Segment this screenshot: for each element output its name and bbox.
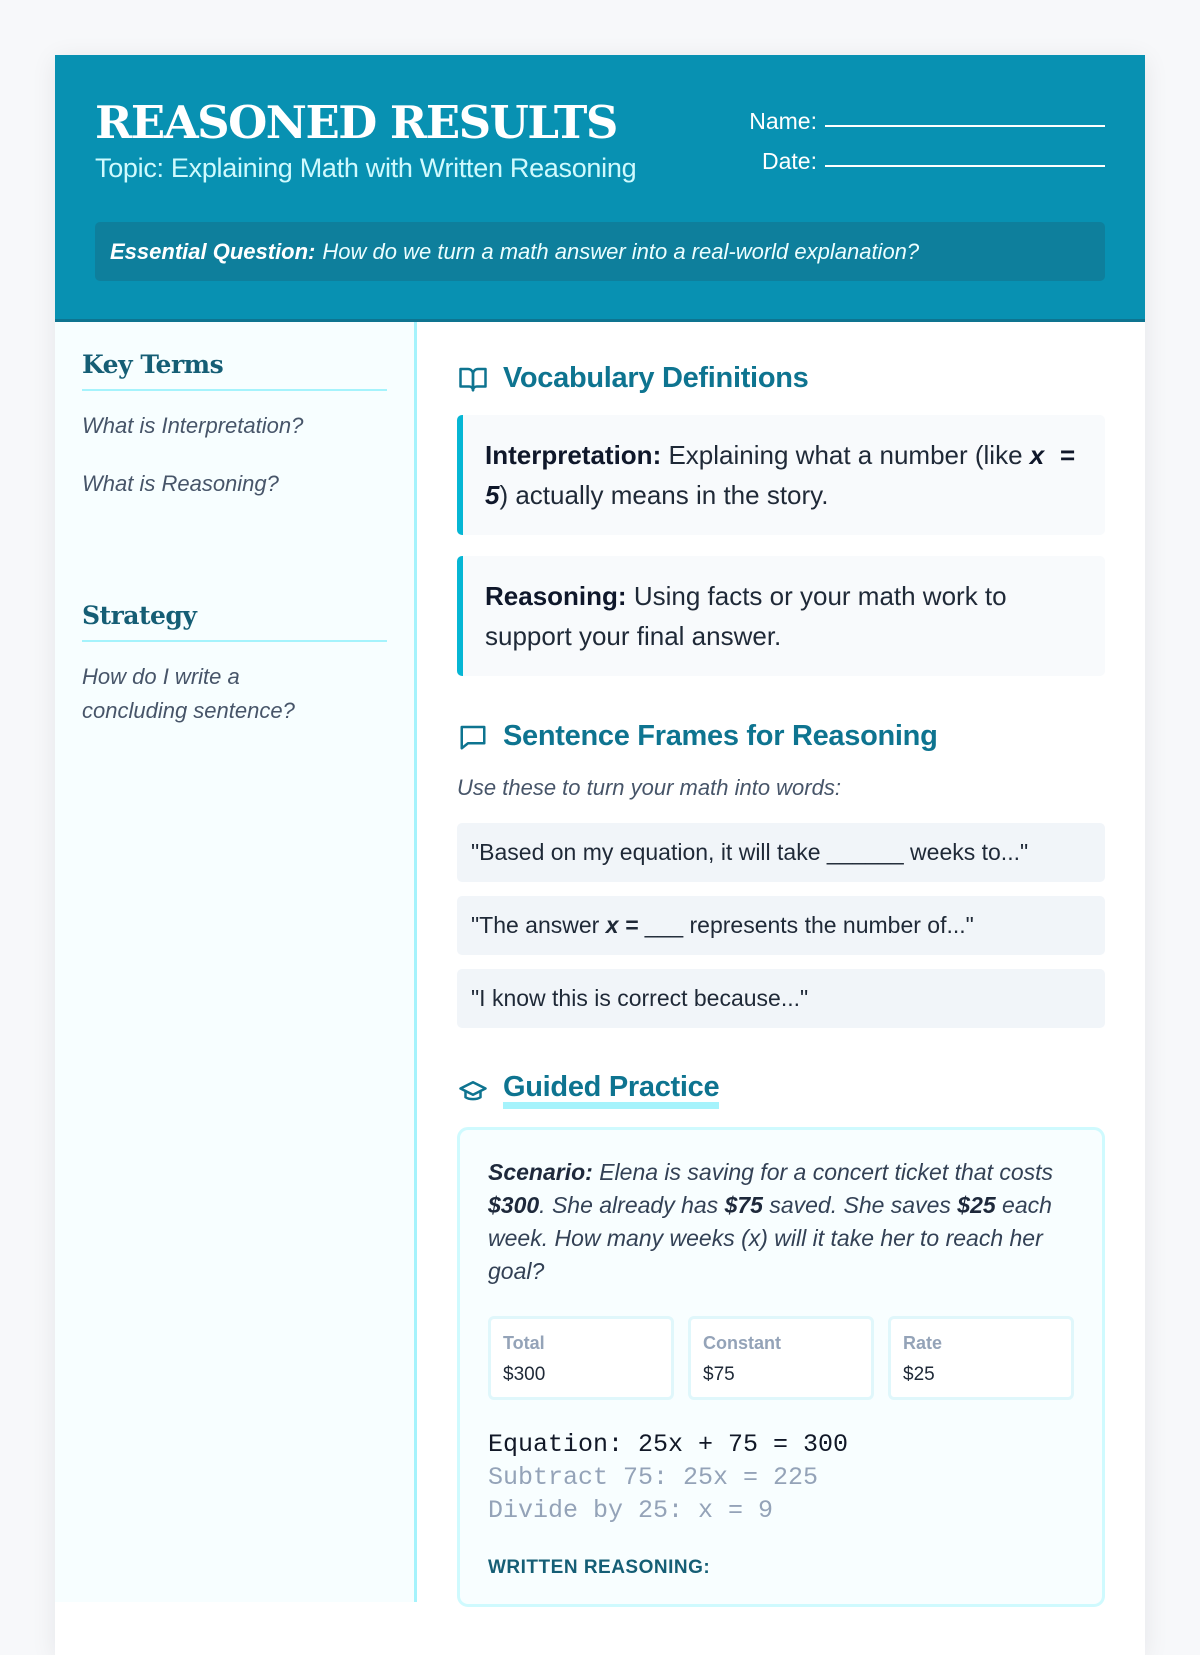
section-title: Guided Practice <box>503 1072 719 1109</box>
frames-hint: Use these to turn your math into words: <box>457 775 841 800</box>
scenario-value: $75 <box>724 1192 763 1218</box>
essential-question-text: How do we turn a math answer into a real-world explanation? <box>322 238 920 264</box>
guided-practice-card <box>457 1127 1105 1607</box>
sidebar-heading-key-terms: Key Terms <box>82 350 387 391</box>
equation-line: Equation: 25x + 75 = 300 <box>488 1430 849 1459</box>
section-heading-vocabulary <box>457 362 1105 395</box>
definition-card-reasoning <box>457 556 1105 676</box>
definition-term: Interpretation: <box>485 440 662 470</box>
main-content <box>417 322 1145 1602</box>
frame-math: x = <box>605 912 639 938</box>
scenario-part: . She already has <box>539 1192 725 1218</box>
section-title: Sentence Frames for Reasoning <box>503 720 938 752</box>
worksheet-title: REASONED RESULTS <box>95 96 617 149</box>
worksheet-topic: Topic: Explaining Math with Written Reasoning <box>95 153 637 183</box>
scenario-part: Elena is saving for a concert ticket that costs <box>599 1159 1054 1185</box>
sidebar-question: What is Reasoning? <box>82 471 279 496</box>
frame-blank: ______ <box>826 839 904 865</box>
equation-step: Subtract 75: 25x = 225 <box>488 1463 819 1492</box>
essential-question-label: Essential Question: <box>110 238 316 264</box>
section-heading-guided-practice <box>457 1072 1105 1109</box>
worksheet-page <box>55 55 1145 1655</box>
sidebar-heading-strategy: Strategy <box>82 601 387 642</box>
date-field-row <box>745 135 1105 175</box>
essential-question-box <box>95 222 1105 281</box>
graduation-cap-icon <box>457 1076 489 1106</box>
variable-value: $25 <box>903 1364 935 1385</box>
worksheet-body <box>55 322 1145 1602</box>
scenario-value: $25 <box>957 1192 996 1218</box>
variable-label: Total <box>503 1333 545 1353</box>
name-input-line[interactable] <box>825 105 1105 127</box>
scenario-text <box>488 1156 1074 1288</box>
sidebar-section-key-terms <box>82 350 387 501</box>
definition-math: x = 5 <box>485 440 1075 510</box>
scenario-value: $300 <box>488 1192 540 1218</box>
sidebar <box>55 322 417 1602</box>
definition-term: Reasoning: <box>485 581 627 611</box>
frame-text: "Based on my equation, it will take <box>471 839 827 865</box>
variable-box-constant <box>688 1316 874 1400</box>
section-title: Vocabulary Definitions <box>503 362 809 394</box>
definition-text: Explaining what a number (like <box>668 440 1023 470</box>
sentence-frame <box>457 896 1105 955</box>
frame-text: represents the number of..." <box>683 912 974 938</box>
book-open-icon <box>457 364 489 394</box>
name-label: Name: <box>749 108 817 134</box>
frame-text: "I know this is correct because..." <box>471 985 809 1011</box>
definition-text: ) actually means in the story. <box>499 480 829 510</box>
variable-box-rate <box>888 1316 1074 1400</box>
scenario-part: each week. How many weeks (x) will it take her to reach her goal? <box>488 1192 1052 1284</box>
definition-text: Using facts or your math work to support your final answer. <box>485 581 1007 651</box>
scenario-label: Scenario: <box>488 1159 593 1185</box>
variable-label: Rate <box>903 1333 943 1353</box>
variable-value: $300 <box>503 1364 546 1385</box>
sidebar-question: How do I write a concluding sentence? <box>82 664 295 723</box>
name-field-row <box>745 95 1105 135</box>
sentence-frame <box>457 823 1105 882</box>
scenario-part: saved. She saves <box>762 1192 958 1218</box>
variable-label: Constant <box>703 1333 781 1353</box>
definition-card-interpretation <box>457 415 1105 535</box>
variable-box-total <box>488 1316 674 1400</box>
sidebar-question: What is Interpretation? <box>82 413 304 438</box>
speech-bubble-icon <box>457 722 489 752</box>
student-info-fields <box>745 95 1105 175</box>
sentence-frame <box>457 969 1105 1028</box>
section-heading-sentence-frames <box>457 720 1105 753</box>
date-input-line[interactable] <box>825 145 1105 167</box>
variable-value: $75 <box>703 1364 735 1385</box>
frame-blank: ___ <box>644 912 684 938</box>
frame-text: "The answer <box>471 912 606 938</box>
date-label: Date: <box>762 148 817 174</box>
equation-step: Divide by 25: x = 9 <box>488 1496 774 1525</box>
written-reasoning-label: WRITTEN REASONING: <box>488 1557 711 1578</box>
variable-boxes <box>488 1316 1074 1400</box>
worksheet-header <box>55 55 1145 322</box>
frame-text: weeks to..." <box>903 839 1029 865</box>
sidebar-section-strategy <box>82 601 387 728</box>
